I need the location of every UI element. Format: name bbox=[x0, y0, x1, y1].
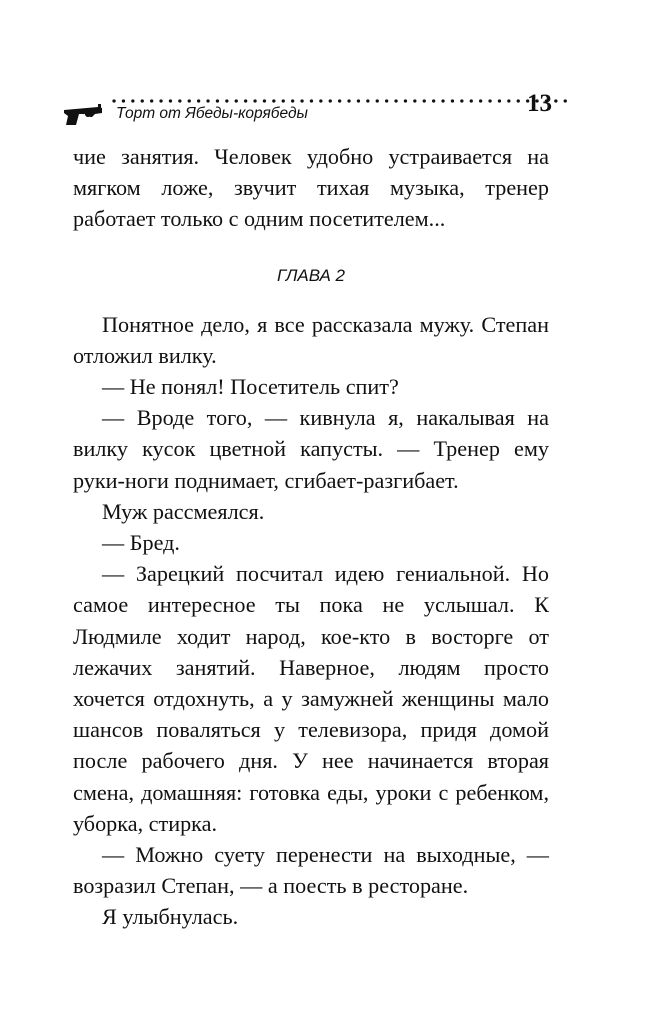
paragraph: — Можно суету перенести на выходные, — возразил Степан, — а поесть в ресторане. bbox=[73, 842, 549, 899]
paragraph: — Не понял! Посетитель спит? bbox=[102, 374, 399, 400]
revolver-icon bbox=[62, 98, 104, 126]
header-book-title: Торт от Ябеды-корябеды bbox=[116, 105, 308, 122]
paragraph: Понятное дело, я все рассказала мужу. Степан отложил вилку. bbox=[73, 311, 549, 368]
paragraph: — Зарецкий посчитал идею гениальной. Но самое интересное ты пока не услышал. К Людмиле ходит народ, кое-кто в восторге от лежачих занятий. Наверное, людям просто хочется отдохнуть, а у замужней женщины мало шансов поваляться у телевизора, придя домой после рабочего дня. У нее начинается вторая смена, домашняя: готовка еды, уроки с ребенком, уборка, стирка. bbox=[73, 561, 549, 836]
body-text bbox=[73, 141, 549, 933]
paragraph: — Бред. bbox=[102, 530, 180, 556]
running-header bbox=[62, 92, 552, 132]
page-number: 13 bbox=[527, 90, 552, 117]
chapter-heading: ГЛАВА 2 bbox=[277, 265, 345, 285]
paragraph: Муж рассмеялся. bbox=[102, 498, 265, 524]
paragraph: Я улыбнулась. bbox=[102, 904, 239, 930]
paragraph: — Вроде того, — кивнула я, накалывая на вилку кусок цветной капусты. — Тренер ему руки-ноги поднимает, сгибает-разгибает. bbox=[73, 405, 549, 493]
opening-paragraph: чие занятия. Человек удобно устраивается на мягком ложе, звучит тихая музыка, тренер работает только с одним посетителем... bbox=[73, 144, 549, 232]
header-dotted-rule bbox=[112, 98, 572, 104]
